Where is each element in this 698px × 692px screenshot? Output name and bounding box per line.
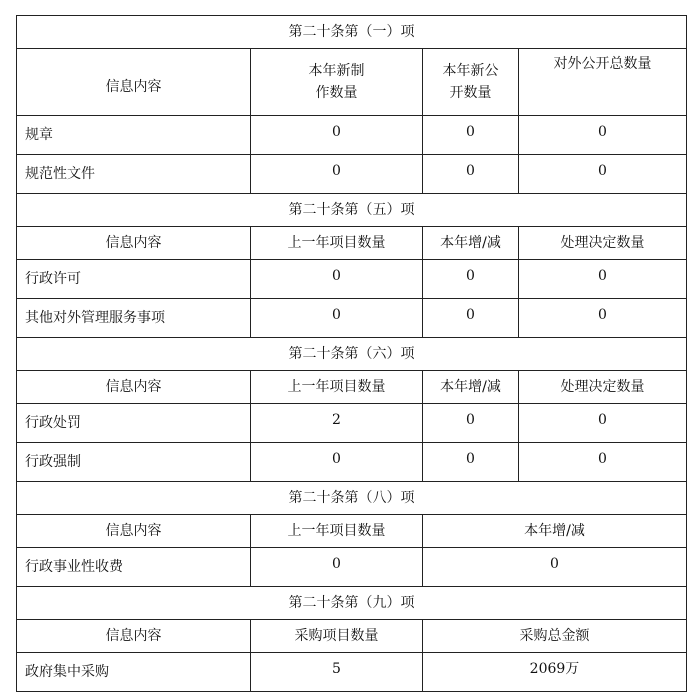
cell-value: 0 (423, 260, 519, 299)
section-title: 第二十条第（五）项 (17, 194, 687, 227)
row-label: 政府集中采购 (17, 653, 251, 692)
column-header: 采购项目数量 (251, 620, 423, 653)
column-header: 采购总金额 (423, 620, 687, 653)
cell-value: 0 (251, 116, 423, 155)
row-label: 行政事业性收费 (17, 548, 251, 587)
column-header: 信息内容 (17, 620, 251, 653)
section-title: 第二十条第（九）项 (17, 587, 687, 620)
row-label: 行政处罚 (17, 404, 251, 443)
section-title: 第二十条第（八）项 (17, 482, 687, 515)
column-header: 处理决定数量 (519, 371, 687, 404)
column-header: 处理决定数量 (519, 227, 687, 260)
column-header: 上一年项目数量 (251, 227, 423, 260)
cell-value: 0 (519, 443, 687, 482)
row-label: 规章 (17, 116, 251, 155)
cell-value: 0 (519, 116, 687, 155)
column-header: 本年增/减 (423, 227, 519, 260)
column-header: 上一年项目数量 (251, 371, 423, 404)
column-header: 对外公开总数量 (519, 49, 687, 116)
cell-value: 0 (519, 299, 687, 338)
cell-value: 0 (251, 548, 423, 587)
column-header: 信息内容 (17, 371, 251, 404)
cell-value: 0 (519, 404, 687, 443)
cell-value: 2069万 (423, 653, 687, 692)
cell-value: 2 (251, 404, 423, 443)
cell-value: 0 (423, 116, 519, 155)
column-header: 本年增/减 (423, 371, 519, 404)
section-title: 第二十条第（六）项 (17, 338, 687, 371)
cell-value: 0 (423, 299, 519, 338)
cell-value: 0 (251, 155, 423, 194)
row-label: 其他对外管理服务事项 (17, 299, 251, 338)
cell-value: 0 (423, 404, 519, 443)
cell-value: 0 (519, 260, 687, 299)
section-title: 第二十条第（一）项 (17, 16, 687, 49)
column-header: 本年新公 开数量 (423, 49, 519, 116)
column-header: 本年新制 作数量 (251, 49, 423, 116)
cell-value: 0 (423, 155, 519, 194)
cell-value: 0 (251, 299, 423, 338)
cell-value: 0 (251, 260, 423, 299)
column-header: 信息内容 (17, 515, 251, 548)
cell-value: 0 (423, 548, 687, 587)
column-header: 信息内容 (17, 227, 251, 260)
row-label: 规范性文件 (17, 155, 251, 194)
column-header: 上一年项目数量 (251, 515, 423, 548)
column-header: 信息内容 (17, 49, 251, 116)
cell-value: 0 (519, 155, 687, 194)
row-label: 行政许可 (17, 260, 251, 299)
row-label: 行政强制 (17, 443, 251, 482)
cell-value: 0 (251, 443, 423, 482)
cell-value: 0 (423, 443, 519, 482)
disclosure-table (16, 15, 687, 692)
cell-value: 5 (251, 653, 423, 692)
column-header: 本年增/减 (423, 515, 687, 548)
